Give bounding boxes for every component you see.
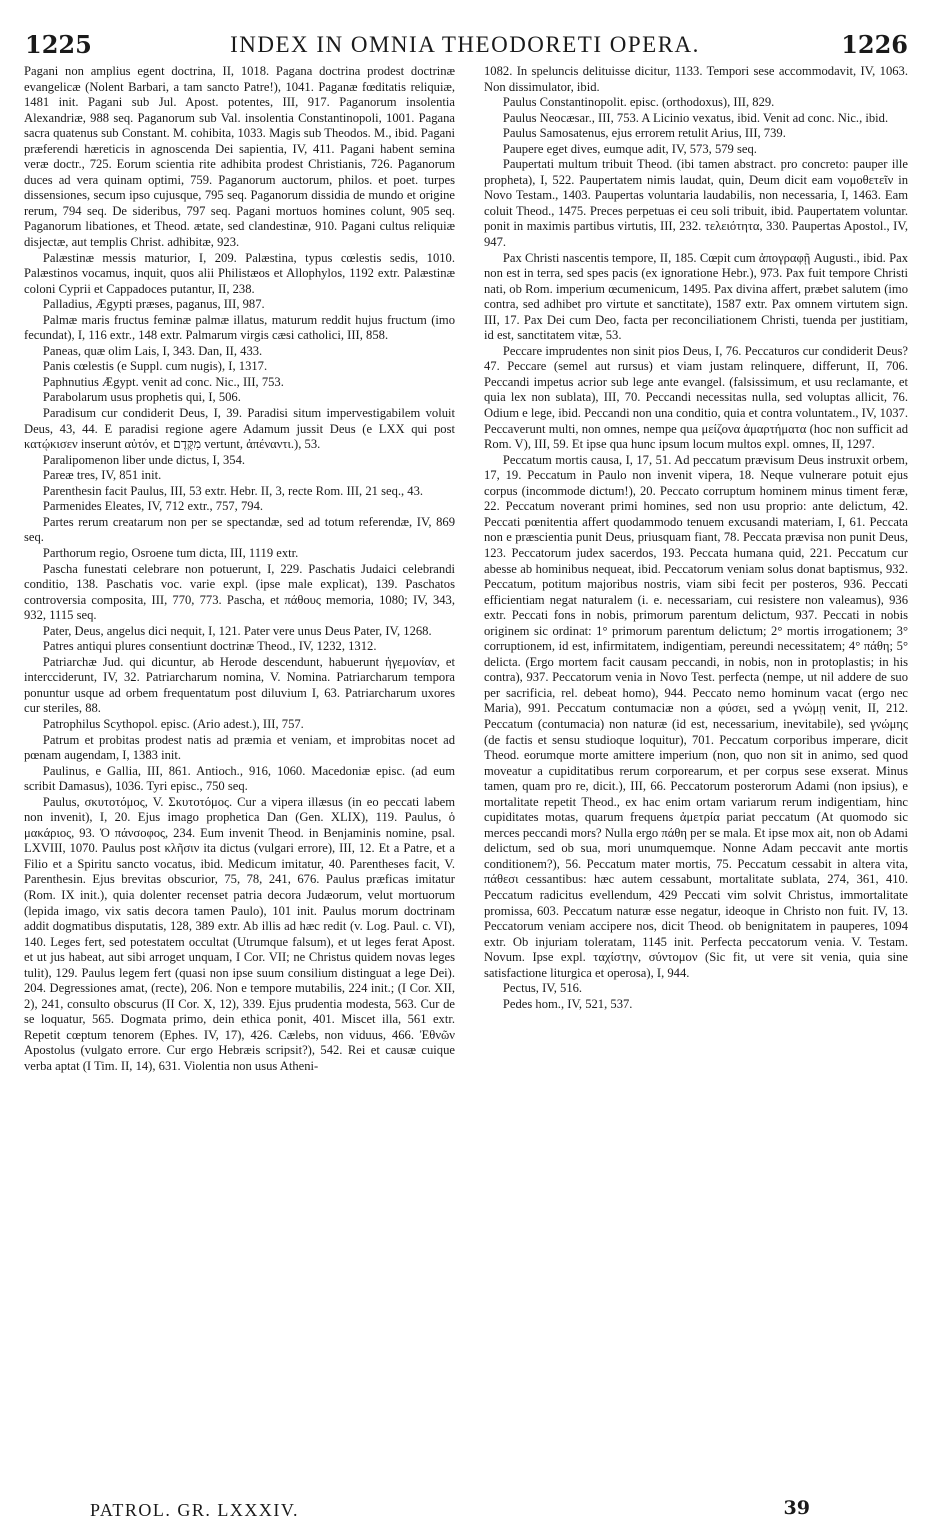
index-entry: Palladius, Ægypti præses, paganus, III, 987.: [42, 297, 265, 312]
index-entry: Pagani non amplius egent doctrina, II, 1018. Pagana doctrina prodest doctrinæ evangelicæ (Nolent Barbari, a tam sancto Patre!), 1041. Paganæ fœditatis reliquiæ, 1481 init. Pagani sub Jul. Apost. potentes, III, 917. Paganorum insolentia Alexandriæ, 988 seq. Paganorum sub Val. insolentia Constantinopoli, 1001. Pagana sacra quatenus sub Constant. M. cohibita, 1033. Magis sub Theodos. M., ibid. Pagani præferendi hæreticis in agnoscenda Dei sapientia, IV, 411. Pagani habent semina veræ doctr., 725. Eorum scientia rite adhibita prodest Christianis, 726. Paganorum duces ad vera quinam optimi, 759. Paganorum auctorum, philos. et poet. turpes dissensiones, secum ipso cujusque, 795 seq. Paganorum dissidia de mundo et origine rerum, 794 seq. De sideribus, 797 seq. Pagani mortuos homines colunt, 905 seq. Paganorum libationes, et Theod. ætate, sed clandestinæ, 910. Pagani cultus reliquiæ disjectæ, aut templis Christ. adhibitæ, 923.: [24, 64, 455, 250]
index-entry: Patres antiqui plures consentiunt doctrinæ Theod., IV, 1232, 1312.: [42, 639, 377, 654]
index-entry: Pax Christi nascentis tempore, II, 185. Cœpit cum ἀπογραφῇ Augusti., ibid. Pax non est in terra, sed spes pacis (ex ignoratione Hebr.), 973. Pax fuit tempore Christi nati, ob Rom. imperium œcumenicum, 1495. Pax divina affert, præbet salutem (imo contra, sed adhibet pro virtute et sanctitate), 1587 extr. Pax omnem virtutem sign. III, 17. Pax Dei cum Deo, facta per reconciliationem Christi, tuenda per justitiam, id est, sanctitatem vitæ, 53.: [484, 250, 908, 343]
index-entry: Parmenides Eleates, IV, 712 extr., 757, 794.: [42, 499, 264, 514]
page-title: INDEX IN OMNIA THEODORETI OPERA.: [230, 32, 700, 57]
index-entry: Palæstinæ messis maturior, I, 209. Palæstina, typus cœlestis sedis, 1010. Palæstinos vocamus, inquit, quos alii Philistæos et Allophylos, 1192 extr. Palæstinæ coloni Cyprii et Cappadoces putantur, II, 238.: [24, 250, 455, 296]
index-entry: Parenthesin facit Paulus, III, 53 extr. Hebr. II, 3, recte Rom. III, 21 seq., 43.: [42, 483, 424, 498]
index-entry: Peccatum mortis causa, I, 17, 51. Ad peccatum prævisum Deus instruxit orbem, 17, 19. Peccatum in Paulo non invenit vipera, 18. Neque vulnerare potuit ejus corpus (incommode dictum!), 20. Peccato corruptum hominem minus timent feræ, 22. Peccatum noverant primi homines, sed non usu proprio: ante delictum, 42. Peccati pœnitentia affert quodammodo tenuem excusandi materiam, I, 61. Peccata non e præscientia punit Deus, priusquam fiant, 78. Peccata prævisa non punit Deus, 123. Peccatorum judex sacerdos, 193. Peccata humana quid, 221. Peccatum cur abesse ab hominibus nequeat, ibid. Peccatorum veniam solus donat baptismus, 932. Peccatum, potitum majoribus nostris, viam sibi fecit per posteros, 936. Peccati efficientiam negat naturalem (i. e. necessariam, cui resistere non valeamus), 936 extr. Peccati fons in nobis, primorum parentum delictum, 937. Peccati in nobis originem sic ordinat: 1° primorum parentum delictum; 2° mortis irrogationem; 3° corruptionem, id est, infirmitatem, indigentiam, pereundi necessitatem; 4° πάθη; 5° delicta. (Ergo mortem facit causam peccandi, in nobis, non in protoplastis; in his contra), 937. Peccatorum venia in Novo Test. perfecta (nempe, ut nil addere de suo per sacrificia, rel. debeat homo), 944. Peccato nemo hominum vacat (ergo nec Maria), 991. Peccatum contumaciæ non a φύσει, sed a γνώμῃ venit, II, 212. Peccatum (contumacia) non naturæ (id est, necessarium, inevitabile), sed γνώμης (de factis et sensu studioque loquitur), 701. Peccatum corporibus imperare, dicit Theod. eorumque morte amittere imperium (non, quo non sit in animo, sed quod moveatur a cupiditatibus rerum corporearum, et per corpus sese exserat. Minus tamen, quam pro re, dicit.), III, 66. Peccatorum posterorum Adami (non ipsius), e mortalitate repetit Theod., ex hac enim ortam variarum rerum indigentiam, hinc cupiditates motas, quarum frequens ἀμετρία pariat peccatum (At quomodo sic merces peccandi mors? Nulla ergo πάθη per se mala. Et ipse mox ait, non ob Adami delictum, sed ob sua, mori unumquemque. Nonne Adam peccavit ante mortis conditionem?), 56. Peccatum mater mortis, 75. Peccatum cessabit in altera vita, πάθεσι cessantibus: hæc autem cessabunt, mortalitate sublata, 274, 361, 410. Peccatum radicitus evellendum, 429 Peccati vim solvit Christus, immortalitate promissa, 603. Peccatum naturæ esse negatur, ideoque in Christo non fuit. IV, 13. Peccatorum veniam accipere nos, dicit Theod. ob benignitatem in pauperes, 1094 extr. Ob injuriam toleratam, 1145 init. Perfecta peccatorum venia. V. Testam. Novum. Ipse expl. ταχίστην, σύντομον (Sic fit, ut vere sit venia, quia sine satisfactione liturgica et operosa), I, 944.: [484, 452, 908, 980]
index-entry: Paupere eget dives, eumque adit, IV, 573, 579 seq.: [502, 141, 757, 156]
index-entry: Panis cœlestis (e Suppl. cum nugis), I, 1317.: [42, 359, 268, 374]
index-entry: Pareæ tres, IV, 851 init.: [42, 468, 162, 483]
index-entry: Parthorum regio, Osroene tum dicta, III, 1119 extr.: [42, 545, 299, 560]
index-entry: Pater, Deus, angelus dici nequit, I, 121. Pater vere unus Deus Pater, IV, 1268.: [42, 623, 432, 638]
index-entry: 1082. In speluncis delituisse dicitur, 1133. Tempori sese accommodavit, IV, 1063. Non dissimulator, ibid.: [484, 64, 908, 94]
index-entry: Palmæ maris fructus feminæ palmæ illatus, maturum reddit hujus fructum (imo fecundat), I, 116 extr., 148 extr. Palmarum virgis cæsi catholici, III, 858.: [24, 312, 455, 343]
page-header: [0, 0, 930, 60]
left-text-column: [24, 64, 455, 1469]
index-entry: Parabolarum usus prophetis qui, I, 506.: [42, 390, 241, 405]
index-entry: Patriarchæ Jud. qui dicuntur, ab Herode descendunt, habuerunt ἡγεμονίαν, et intercciderunt, IV, 32. Patriarcharum nomina, V. Nomina. Patriarcharum tempora ponuntur usque ad orbem frequentatum post diluvium I, 63. Patriarcharum uxores cur steriles, 88.: [24, 654, 455, 716]
signature-mark: PATROL. GR. LXXXIV.: [90, 1500, 300, 1520]
index-entry: Paneas, quæ olim Lais, I, 343. Dan, II, 433.: [42, 343, 263, 358]
page-number: 39: [783, 1497, 810, 1519]
index-entry: Paulus Samosatenus, ejus errorem retulit Arius, III, 739.: [502, 126, 786, 141]
index-entry: Paulus Neocæsar., III, 753. A Licinio vexatus, ibid. Venit ad conc. Nic., ibid.: [502, 110, 889, 125]
right-text-column: [484, 64, 908, 1469]
index-entry: Paulus Constantinopolit. episc. (orthodoxus), III, 829.: [502, 95, 775, 110]
index-entry: Paralipomenon liber unde dictus, I, 354.: [42, 452, 246, 467]
index-entry: Pectus, IV, 516.: [502, 981, 583, 996]
index-entry: Partes rerum creatarum non per se spectandæ, sed ad totum referendæ, IV, 869 seq.: [24, 514, 455, 545]
left-column-number: 1225: [25, 30, 92, 59]
index-entry: Patrophilus Scythopol. episc. (Ario adest.), III, 757.: [42, 716, 304, 731]
right-column-number: 1226: [841, 30, 908, 59]
index-entry: Paupertati multum tribuit Theod. (ibi tamen abstract. pro concreto: pauper ille propheta), I, 522. Paupertatem nimis laudat, quin, Deum dicit eam νομοθετεῖν in Novo Testam., 1403. Paupertas voluntaria laudabilis, non necessaria, I, 1463. Eam coluit Theod., 1475. Preces perpetuas ei ceu soli tribuit, ibid. Paupertatem voluntar. ponit in maximis partibus virtutis, III, 232. τελειότητα, 330. Paupertas Apostol., IV, 947.: [484, 157, 908, 250]
index-entry: Paradisum cur condiderit Deus, I, 39. Paradisi situm impervestigabilem voluit Deus, 43, 44. E paradisi regione agere Adamum jussit Deus (e LXX qui post κατῴκισεν inserunt αὐτόν, et מִקֶּדֶם vertunt, ἀπέναντι.), 53.: [24, 406, 455, 452]
index-entry: Peccare imprudentes non sinit pios Deus, I, 76. Peccaturos cur condiderit Deus? 47. Peccare (semel aut rursus) et viam justam relinquere, differunt, II, 706. Peccandi impetus acrior sub lege ante evangel. (falsissimum, et usu reclamante, et quia lex non sublata), III, 70. Peccandi necessitas nulla, sed voluptas allicit, 76. Odium e lege, ibid. Peccandi non una conditio, quia et contra voluntatem., IV, 1037. Peccaverunt multi, non omnes, nempe qua μείζονα ἁμαρτήματα (hoc non sufficit ad Rom. V), III, 59. Et ipse qua hunc ipsum locum multos expl. omnes, II, 1297.: [484, 343, 908, 452]
index-entry: Paulus, σκυτοτόμος, V. Σκυτοτόμος. Cur a vipera illæsus (in eo peccati labem non invenit), I, 20. Ejus imago prophetica Dan (Gen. XLIX), 119. Paulus, ὁ μακάριος, 93. Ὁ πάνσοφος, 234. Eum invenit Theod. in Benjaminis nomine, psal. LXVIII, 1070. Paulus post κλῆσιν ita dictus (vulgari errore), III, 12. Et a Patre, et a Filio et a Spiritu sancto vocatus, ibid. Medicum imitatur, 40. Parentheses facit, V. Parenthesin. Ejus brevitas obscurior, 75, 78, 241, 676. Paulus præficas imitatur (Rom. IX init.), quia dolenter recenset patria decora Judæorum, velut mortuorum (lepida imago, vix satis decora tamen Paulo), 101 init. Paulus morum doctrinam addit dogmatibus disputatis, 128, 389 extr. Ab illis ad hæc redit (v. Log. Paul. c. VI), 140. Leges fert, sed potestatem occultat (Utrumque falsum), et ut leges ferat Apost. et ut jus habeat, aut sibi arroget unquam, I Cor. VII; ne Christus quidem novas leges tulit), 129. Paulus legem fert (quasi non ipse suum consilium distinguat a lege Dei). 204. Degressiones amat, (recte), 206. Non e tempore mutabilis, 224 init.; (I Cor. XII, 2), 241, consulto obscurus (II Cor. X, 12), 339. Ejus prudentia modesta, 563. Cur de se loquatur, 565. Dogmata primo, dein ethica ponit, 401. Miscet illa, 561 extr. Repetit cœptum tenorem (Ephes. IV, 17), 426. Cælebs, non viduus, 466. Ἐθνῶν Apostolus (vulgato errore. Cur ergo Hebræis scripsit?), 542. Rei et causæ cuique verba aptat (I Tim. II, 14), 631. Violentia non usus Atheni-: [24, 794, 455, 1073]
index-entry: Patrum et probitas prodest natis ad præmia et veniam, et improbitas nocet ad pœnam augendam, I, 1383 init.: [24, 732, 455, 763]
index-entry: Pascha funestati celebrare non potuerunt, I, 229. Paschatis Judaici celebrandi conditio, 138. Paschatis voc. varie expl. (ipse male explicat), 139. Paschatos controversia composita, III, 770, 773. Pascha, et πάθους memoria, 1080; IV, 343, 932, 1115 seq.: [24, 561, 455, 623]
index-entry: Paphnutius Ægypt. venit ad conc. Nic., III, 753.: [42, 374, 284, 389]
index-entry: Paulinus, e Gallia, III, 861. Antioch., 916, 1060. Macedoniæ episc. (ad eum scribit Damasus), 1036. Tyri episc., 750 seq.: [24, 763, 455, 794]
index-entry: Pedes hom., IV, 521, 537.: [502, 996, 633, 1011]
